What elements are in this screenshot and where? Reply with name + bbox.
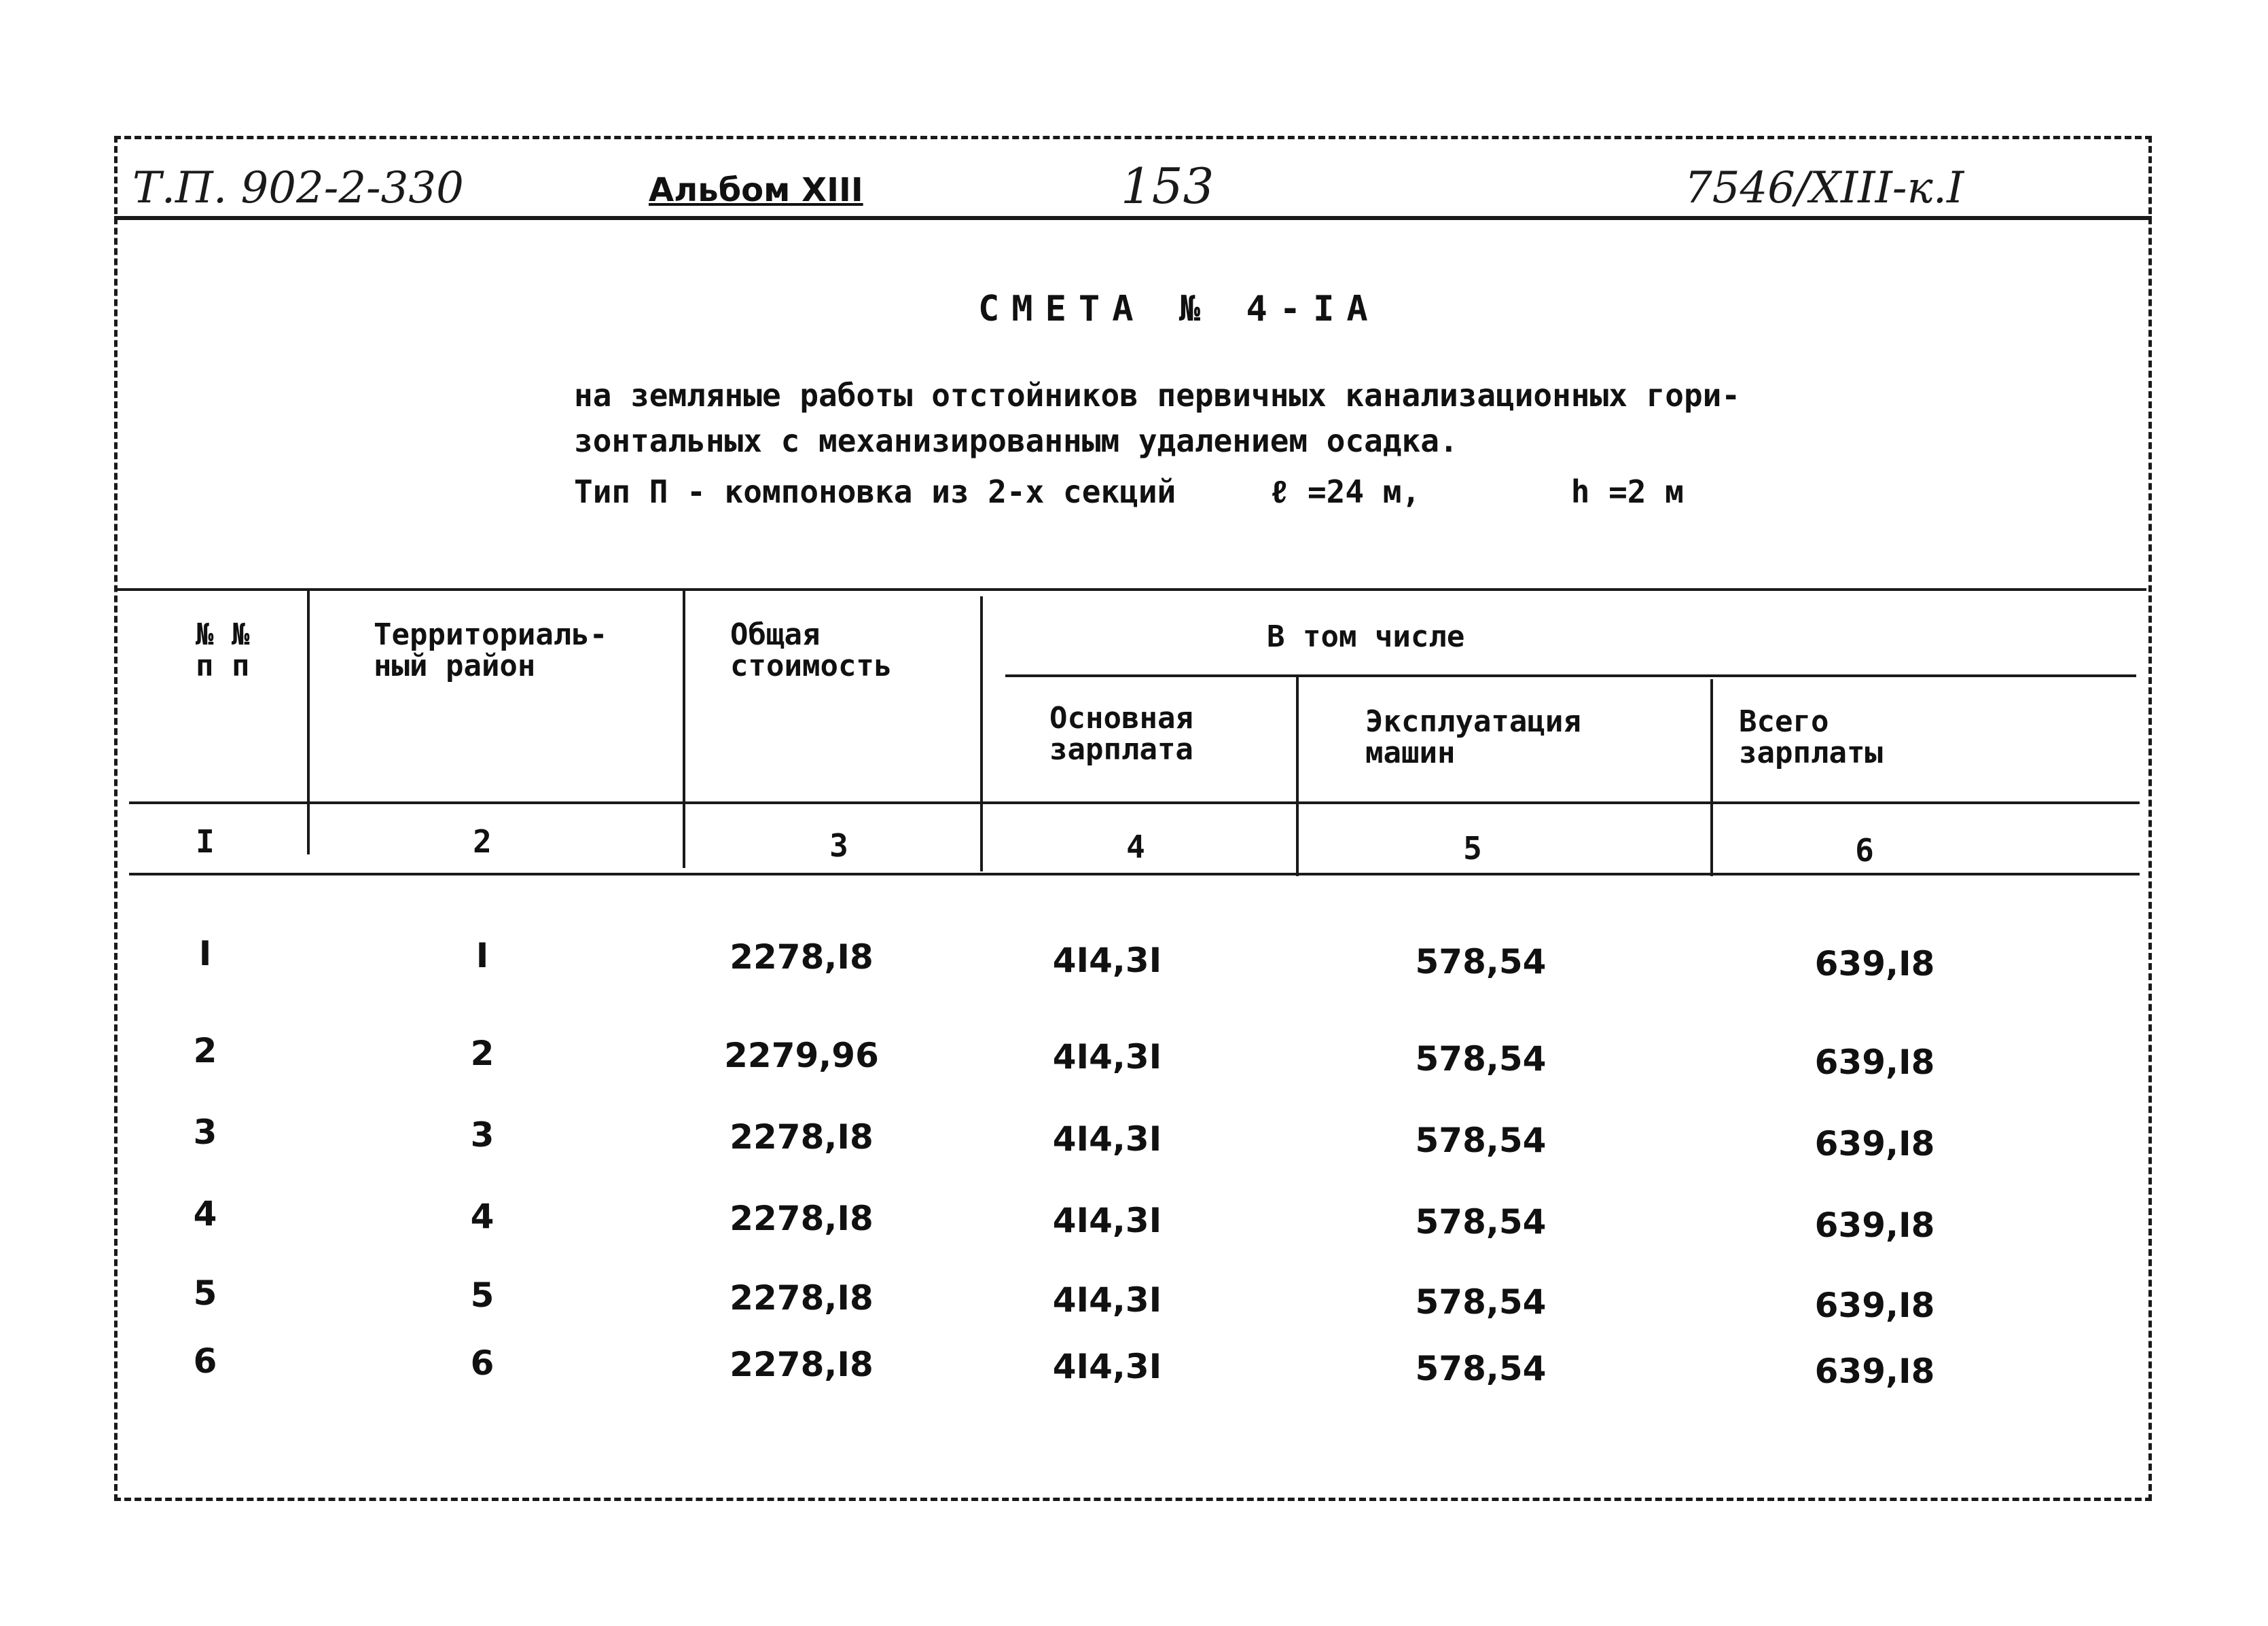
album-label: Альбом XIII [649,171,863,209]
region-cell: 5 [470,1276,494,1315]
column-number: 6 [1855,832,1874,869]
row-number: 6 [193,1341,217,1381]
row-number: I [198,934,212,973]
column-number: 3 [829,827,848,864]
total-cost-cell: 2278,I8 [730,1278,874,1318]
row-number: 4 [193,1194,217,1233]
header-base-salary: Основная зарплата [1049,701,1193,767]
region-cell: 3 [470,1115,494,1155]
subheader-divider [1005,674,2136,677]
machines-cell: 578,54 [1415,1039,1547,1079]
document-reference: 7546/XIII-к.I [1685,163,1964,213]
total-salary-cell: 639,I8 [1814,944,1935,983]
total-cost-cell: 2278,I8 [730,937,874,977]
estimate-title: СМЕТА № 4-IA [978,289,1380,329]
total-cost-cell: 2278,I8 [730,1199,874,1238]
project-code: Т.П. 902-2-330 [132,163,464,213]
base-salary-cell: 4I4,3I [1052,1280,1162,1320]
machines-cell: 578,54 [1415,1349,1547,1388]
header-machines: Эксплуатация машин [1365,704,1581,770]
base-salary-cell: 4I4,3I [1052,1119,1162,1159]
header-bottom-border [129,801,2140,804]
subtitle-line-1: на земляные работы отстойников первичных канализационных гори- [574,377,1741,414]
column-divider-2 [683,590,685,868]
base-salary-cell: 4I4,3I [1052,1347,1162,1386]
total-salary-cell: 639,I8 [1814,1286,1935,1325]
header-total-cost: Общая стоимость [730,617,893,683]
total-cost-cell: 2279,96 [724,1036,879,1075]
machines-cell: 578,54 [1415,1202,1547,1242]
total-salary-cell: 639,I8 [1814,1206,1935,1245]
total-cost-cell: 2278,I8 [730,1345,874,1384]
header-including: В том числе [1267,619,1465,654]
page-number: 153 [1121,158,1214,215]
region-cell: 2 [470,1034,494,1073]
row-number: 3 [193,1113,217,1152]
column-number: 5 [1463,830,1482,867]
machines-cell: 578,54 [1415,1282,1547,1322]
region-cell: 6 [470,1343,494,1383]
machines-cell: 578,54 [1415,942,1547,981]
column-divider-5 [1710,679,1713,876]
column-numbers-border [129,873,2140,875]
column-number: 4 [1126,829,1145,865]
total-salary-cell: 639,I8 [1814,1352,1935,1391]
column-divider-4 [1296,676,1299,876]
header-divider [114,216,2152,220]
region-cell: I [475,936,489,975]
row-number: 5 [193,1273,217,1313]
base-salary-cell: 4I4,3I [1052,941,1162,980]
column-divider-1 [307,590,310,854]
row-number: 2 [193,1031,217,1070]
column-divider-3 [980,596,983,871]
subtitle-line-3: Тип П - компоновка из 2-х секций ℓ =24 м, h =2 м [574,473,1684,510]
table-top-border [115,588,2146,591]
base-salary-cell: 4I4,3I [1052,1037,1162,1077]
total-cost-cell: 2278,I8 [730,1117,874,1157]
total-salary-cell: 639,I8 [1814,1043,1935,1082]
subtitle-line-2: зонтальных с механизированным удалением осадка. [574,422,1458,459]
total-salary-cell: 639,I8 [1814,1124,1935,1163]
header-row-number: № № п п [196,617,250,683]
column-number: I [196,823,215,860]
header-region: Территориаль- ный район [374,617,608,683]
header-total-salary: Всего зарплаты [1739,704,1883,770]
column-number: 2 [473,823,492,860]
base-salary-cell: 4I4,3I [1052,1201,1162,1240]
region-cell: 4 [470,1197,494,1236]
machines-cell: 578,54 [1415,1121,1547,1160]
